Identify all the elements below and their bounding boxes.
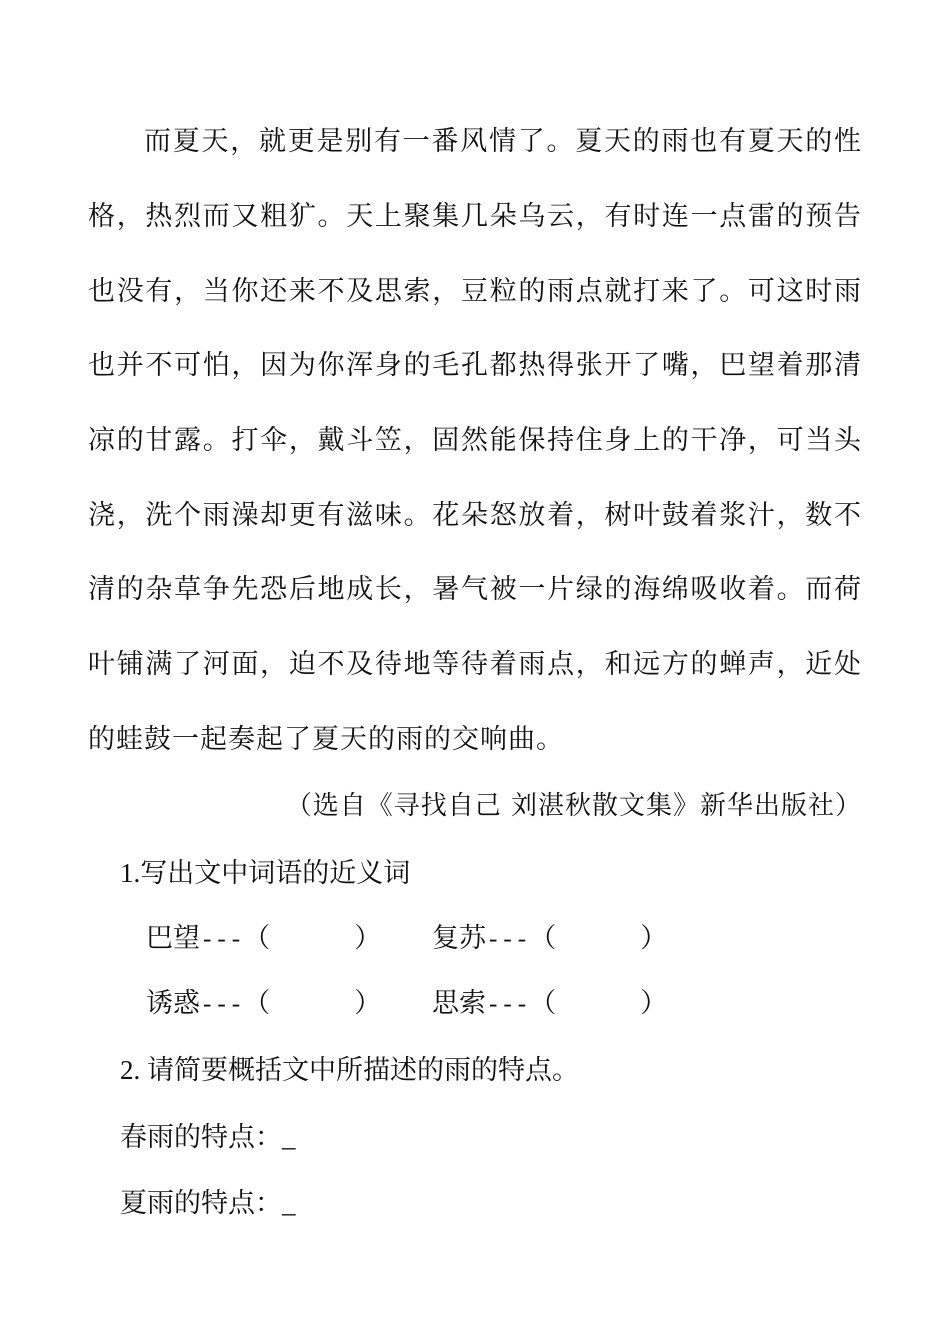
vocab-item-1	[146, 921, 381, 959]
vocab-close-paren: ）	[354, 923, 382, 953]
summer-rain-answer-line	[120, 1186, 296, 1220]
vocab-dashes: ---	[486, 993, 530, 1020]
vocab-item-4	[432, 986, 667, 1024]
passage-line-9: 的蛙鼓一起奏起了夏天的雨的交响曲。	[88, 724, 564, 755]
vocab-open-paren: （	[243, 923, 271, 953]
passage-line-7: 清的杂草争先恐后地成长，暑气被一片绿的海绵吸收着。而荷	[88, 574, 862, 605]
passage-source: （选自《寻找自己 刘湛秋散文集》新华出版社）	[285, 791, 862, 821]
vocab-open-paren: （	[529, 923, 557, 953]
vocab-dashes: ---	[486, 928, 530, 955]
vocab-open-paren: （	[529, 988, 557, 1018]
passage-line-6: 浇，洗个雨澡却更有滋味。花朵怒放着，树叶鼓着浆汁，数不	[88, 500, 862, 531]
vocab-item-3	[146, 986, 381, 1024]
passage-line-5: 凉的甘露。打伞，戴斗笠，固然能保持住身上的干净，可当头	[88, 425, 862, 456]
passage-line-8: 叶铺满了河面，迫不及待地等待着雨点，和远方的蝉声，近处	[88, 649, 862, 680]
question-2-prompt: 2. 请简要概括文中所描述的雨的特点。	[120, 1055, 579, 1085]
spring-rain-label: 春雨的特点：	[120, 1122, 282, 1152]
passage-line-2: 格，热烈而又粗犷。天上聚集几朵乌云，有时连一点雷的预告	[88, 201, 862, 232]
question-1-prompt: 1.写出文中词语的近义词	[120, 858, 411, 888]
vocab-word: 思索	[432, 988, 486, 1018]
passage-line-3: 也没有，当你还来不及思索，豆粒的雨点就打来了。可这时雨	[88, 276, 862, 307]
vocab-dashes: ---	[200, 928, 244, 955]
vocab-dashes: ---	[200, 993, 244, 1020]
vocab-word: 复苏	[432, 923, 486, 953]
vocab-item-2	[432, 921, 667, 959]
spring-rain-answer-line	[120, 1120, 296, 1154]
vocab-word: 巴望	[146, 923, 200, 953]
vocab-close-paren: ）	[640, 988, 668, 1018]
vocab-close-paren: ）	[640, 923, 668, 953]
passage-line-1: 而夏天，就更是别有一番风情了。夏天的雨也有夏天的性	[144, 126, 862, 157]
vocab-word: 诱惑	[146, 988, 200, 1018]
passage-line-4: 也并不可怕，因为你浑身的毛孔都热得张开了嘴，巴望着那清	[88, 350, 862, 381]
vocab-close-paren: ）	[354, 988, 382, 1018]
summer-rain-label: 夏雨的特点：	[120, 1188, 282, 1218]
vocab-open-paren: （	[243, 988, 271, 1018]
summer-rain-blank[interactable]: _	[282, 1188, 296, 1218]
spring-rain-blank[interactable]: _	[282, 1122, 296, 1152]
